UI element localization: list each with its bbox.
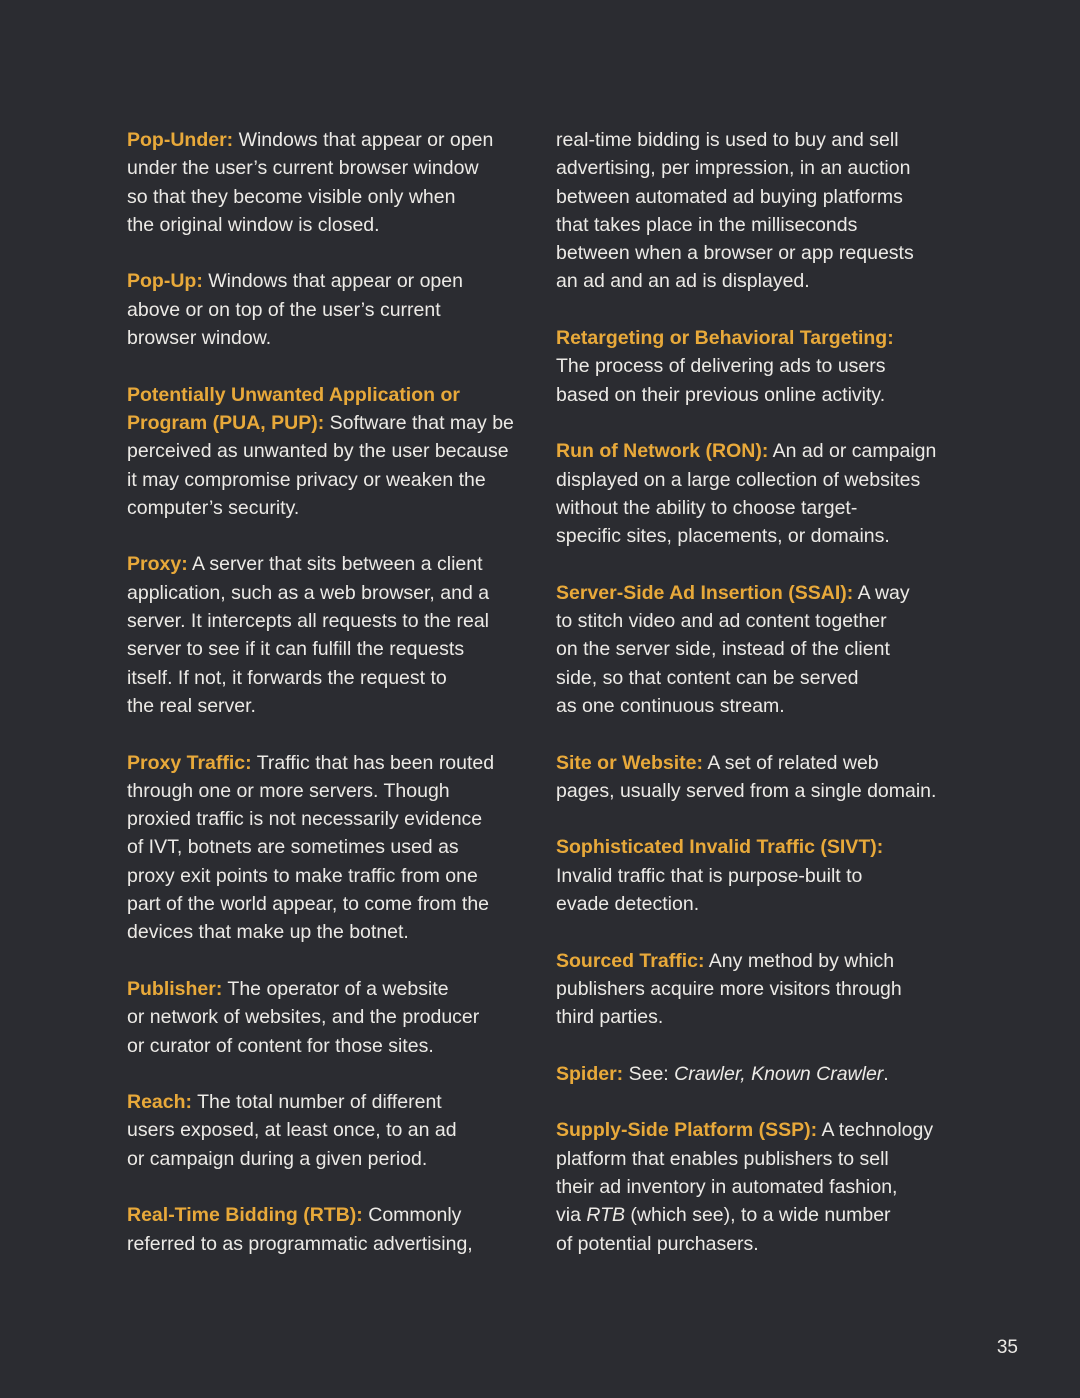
definition-text: via <box>556 1204 587 1227</box>
definition-text: browser window. <box>127 327 272 350</box>
definition-text: server. It intercepts all requests to the real <box>127 610 490 633</box>
term-rtb: Real-Time Bidding (RTB): <box>127 1204 363 1227</box>
term-spider: Spider: <box>556 1062 624 1085</box>
entry-sivt <box>556 833 956 918</box>
entry-pua <box>127 381 532 522</box>
definition-text: an ad and an ad is displayed. <box>556 270 810 293</box>
cross-reference: RTB <box>586 1204 626 1227</box>
term-pua-cont: Program (PUA, PUP): <box>127 411 325 434</box>
right-column <box>556 126 956 1286</box>
definition-text: Commonly <box>362 1204 462 1227</box>
definition-text: under the user’s current browser window <box>127 157 479 180</box>
definition-text: . <box>883 1062 889 1085</box>
left-column <box>127 126 532 1286</box>
definition-text: An ad or campaign <box>768 440 937 463</box>
definition-text: so that they become visible only when <box>127 185 456 208</box>
entry-proxy-traffic <box>127 749 532 947</box>
definition-text: or campaign during a given period. <box>127 1147 428 1170</box>
page-number: 35 <box>996 1337 1018 1358</box>
term-sourced-traffic: Sourced Traffic: <box>556 949 705 972</box>
definition-text: that takes place in the milliseconds <box>556 213 858 236</box>
definition-text: of IVT, botnets are sometimes used as <box>127 836 459 859</box>
definition-text: users exposed, at least once, to an ad <box>127 1119 457 1142</box>
definition-text: A server that sits between a client <box>187 553 483 576</box>
term-sivt: Sophisticated Invalid Traffic (SIVT): <box>556 836 884 859</box>
definition-text: between automated ad buying platforms <box>556 185 903 208</box>
definition-text: between when a browser or app requests <box>556 242 914 265</box>
entry-site <box>556 749 956 806</box>
entry-reach <box>127 1088 532 1173</box>
definition-text: the real server. <box>127 694 256 717</box>
definition-text: publishers acquire more visitors through <box>556 977 902 1000</box>
definition-text: Invalid traffic that is purpose-built to <box>556 864 863 887</box>
definition-text: Any method by which <box>704 949 895 972</box>
entry-pop-up <box>127 267 532 352</box>
term-ssp: Supply-Side Platform (SSP): <box>556 1119 818 1142</box>
definition-text: See: <box>623 1062 675 1085</box>
definition-text: through one or more servers. Though <box>127 779 450 802</box>
definition-text: A way <box>853 581 910 604</box>
entry-ssai <box>556 579 956 720</box>
definition-text: advertising, per impression, in an auction <box>556 157 911 180</box>
definition-text: real-time bidding is used to buy and sell <box>556 129 899 151</box>
definition-text: displayed on a large collection of websites <box>556 468 921 491</box>
entry-retargeting <box>556 324 956 409</box>
definition-text: it may compromise privacy or weaken the <box>127 468 486 491</box>
definition-text: perceived as unwanted by the user because <box>127 440 509 463</box>
definition-text: without the ability to choose target- <box>556 496 858 519</box>
entry-rtb <box>127 1201 532 1258</box>
entry-proxy <box>127 550 532 720</box>
definition-text: proxied traffic is not necessarily evidence <box>127 808 483 831</box>
definition-text: or curator of content for those sites. <box>127 1034 434 1057</box>
term-publisher: Publisher: <box>127 977 223 1000</box>
term-pop-up: Pop-Up: <box>127 270 203 293</box>
definition-text: devices that make up the botnet. <box>127 921 409 944</box>
term-pop-under: Pop-Under: <box>127 129 234 151</box>
term-proxy: Proxy: <box>127 553 188 576</box>
definition-text: as one continuous stream. <box>556 694 785 717</box>
definition-text: proxy exit points to make traffic from one <box>127 864 478 887</box>
definition-text: server to see if it can fulfill the requests <box>127 638 465 661</box>
definition-text: based on their previous online activity. <box>556 383 886 406</box>
definition-text: to stitch video and ad content together <box>556 610 887 633</box>
entry-sourced-traffic <box>556 947 956 1032</box>
definition-text: A set of related web <box>703 751 879 774</box>
definition-text: referred to as programmatic advertising, <box>127 1232 473 1255</box>
definition-text: part of the world appear, to come from the <box>127 893 490 916</box>
definition-text: on the server side, instead of the client <box>556 638 890 661</box>
definition-text: specific sites, placements, or domains. <box>556 525 890 548</box>
definition-text: Windows that appear or open <box>233 129 494 151</box>
definition-text: The process of delivering ads to users <box>556 355 886 378</box>
term-pua: Potentially Unwanted Application or <box>127 383 460 406</box>
definition-text: itself. If not, it forwards the request to <box>127 666 447 689</box>
definition-text: pages, usually served from a single domain. <box>556 779 937 802</box>
definition-text: A technology <box>817 1119 934 1142</box>
definition-text: Windows that appear or open <box>202 270 463 293</box>
entry-ron <box>556 437 956 550</box>
definition-text: The total number of different <box>192 1091 442 1114</box>
definition-text: Software that may be <box>324 411 514 434</box>
entry-publisher <box>127 975 532 1060</box>
cross-reference: Crawler, Known Crawler <box>674 1062 884 1085</box>
entry-spider <box>556 1060 956 1088</box>
definition-text: the original window is closed. <box>127 213 380 236</box>
definition-text: side, so that content can be served <box>556 666 859 689</box>
entry-rtb-continued <box>556 126 956 296</box>
definition-text: or network of websites, and the producer <box>127 1006 480 1029</box>
definition-text: their ad inventory in automated fashion, <box>556 1175 898 1198</box>
term-ron: Run of Network (RON): <box>556 440 769 463</box>
definition-text: of potential purchasers. <box>556 1232 759 1255</box>
term-site: Site or Website: <box>556 751 704 774</box>
definition-text: Traffic that has been routed <box>251 751 495 774</box>
definition-text: application, such as a web browser, and a <box>127 581 490 604</box>
definition-text: third parties. <box>556 1006 664 1029</box>
term-retargeting: Retargeting or Behavioral Targeting: <box>556 327 894 350</box>
term-proxy-traffic: Proxy Traffic: <box>127 751 252 774</box>
definition-text: evade detection. <box>556 893 700 916</box>
definition-text: platform that enables publishers to sell <box>556 1147 889 1170</box>
definition-text: above or on top of the user’s current <box>127 298 441 321</box>
definition-text: computer’s security. <box>127 496 300 519</box>
definition-text: (which see), to a wide number <box>625 1204 891 1227</box>
definition-text: The operator of a website <box>222 977 449 1000</box>
entry-pop-under <box>127 126 532 239</box>
term-reach: Reach: <box>127 1091 193 1114</box>
entry-ssp <box>556 1116 956 1257</box>
term-ssai: Server-Side Ad Insertion (SSAI): <box>556 581 854 604</box>
